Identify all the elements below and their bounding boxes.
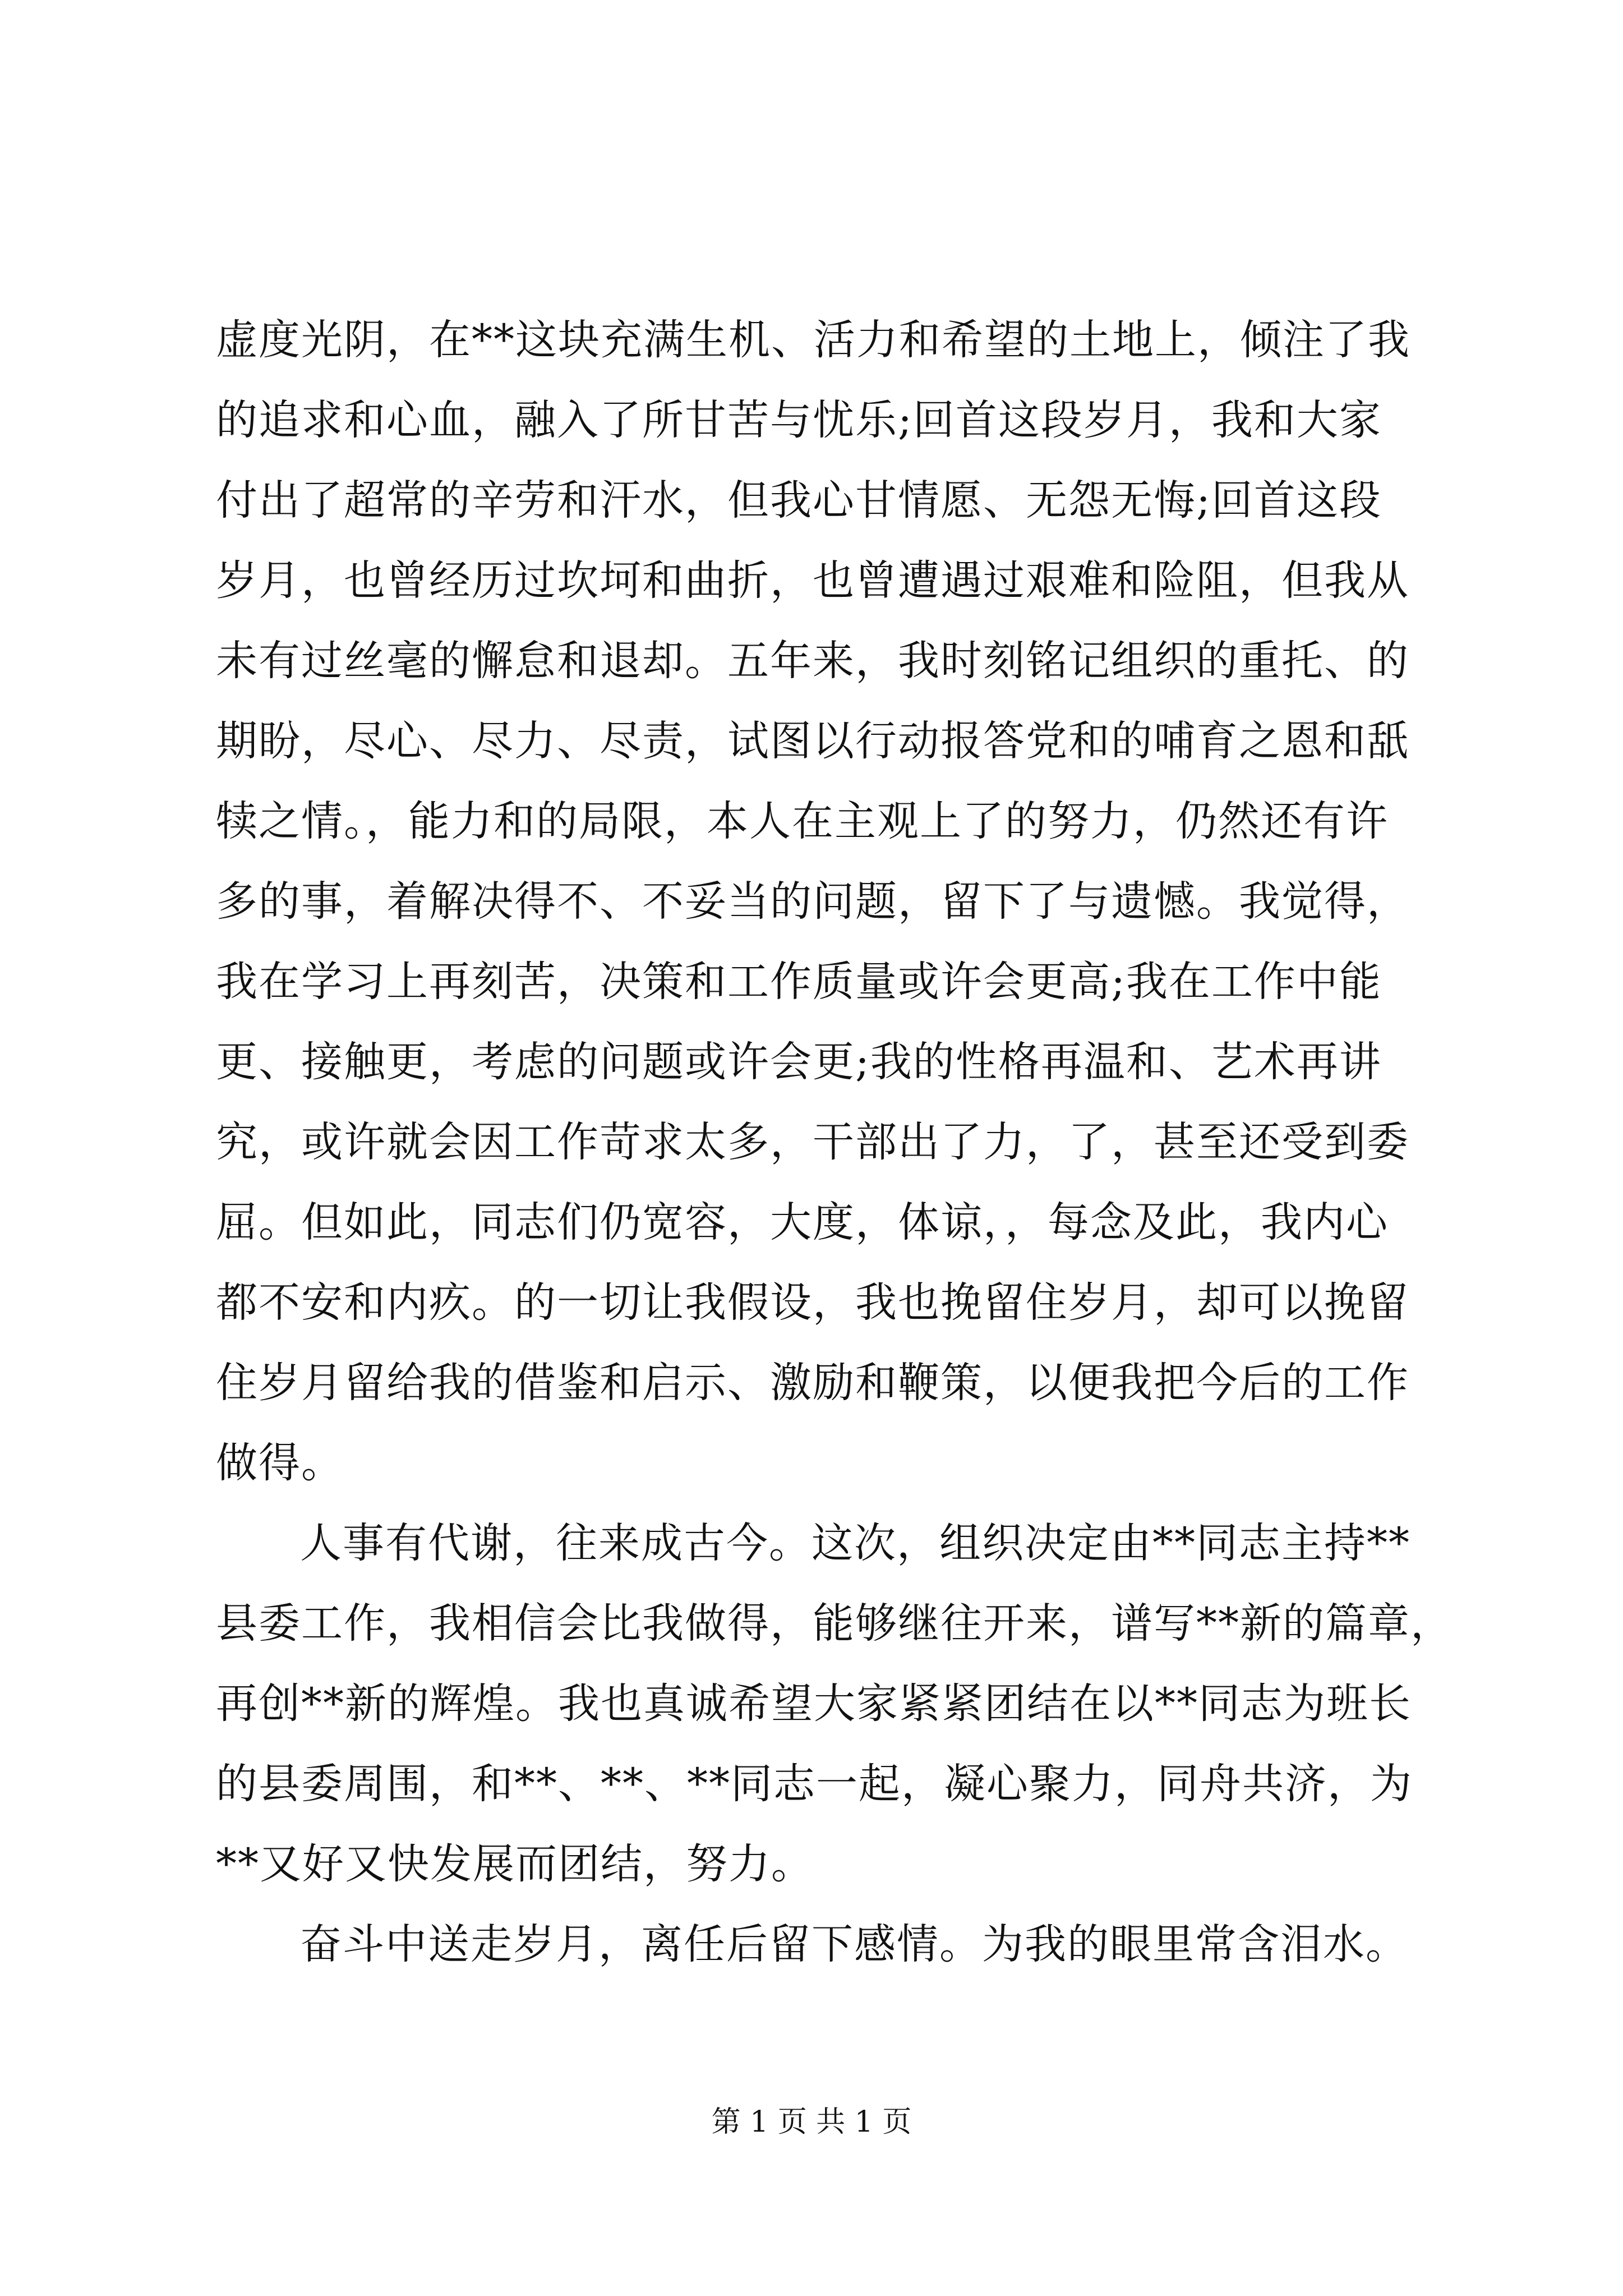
text-line: 犊之情。，能力和的局限，本人在主观上了的努力，仍然还有许 bbox=[216, 797, 1389, 845]
text-line: 更、接触更，考虑的问题或许会更;我的性格再温和、艺术再讲 bbox=[216, 1038, 1382, 1086]
text-line: 的县委周围，和**、**、**同志一起，凝心聚力，同舟共济，为 bbox=[216, 1760, 1413, 1808]
paragraph-1 bbox=[216, 300, 1419, 1503]
text-line: 住岁月留给我的借鉴和启示、激励和鞭策，以便我把今后的工作 bbox=[216, 1359, 1409, 1407]
text-line: 岁月，也曾经历过坎坷和曲折，也曾遭遇过艰难和险阻，但我从 bbox=[216, 556, 1409, 605]
text-line: **又好又快发展而团结，努力。 bbox=[216, 1840, 814, 1888]
text-line: 多的事，着解决得不、不妥当的问题，留下了与遗憾。我觉得， bbox=[216, 877, 1409, 926]
document-body bbox=[216, 300, 1453, 1985]
text-line: 都不安和内疚。的一切让我假设，我也挽留住岁月，却可以挽留 bbox=[216, 1278, 1409, 1327]
page-number-footer: 第 1 页 共 1 页 bbox=[711, 2105, 912, 2139]
text-line: 的追求和心血，融入了所甘苦与忧乐;回首这段岁月，我和大家 bbox=[216, 396, 1382, 444]
text-line: 屈。但如此，同志们仍宽容，大度，体谅，，每念及此，我内心 bbox=[216, 1198, 1389, 1246]
text-line: 奋斗中送走岁月，离任后留下感情。为我的眼里常含泪水。 bbox=[300, 1920, 1408, 1968]
text-line: 做得。 bbox=[216, 1439, 344, 1487]
text-line: 期盼，尽心、尽力、尽责，试图以行动报答党和的哺育之恩和舐 bbox=[216, 717, 1409, 765]
text-line: 付出了超常的辛劳和汗水，但我心甘情愿、无怨无悔;回首这段 bbox=[216, 476, 1382, 524]
text-line: 我在学习上再刻苦，决策和工作质量或许会更高;我在工作中能 bbox=[216, 958, 1382, 1006]
text-line: 人事有代谢，往来成古今。这次，组织决定由**同志主持** bbox=[300, 1519, 1410, 1567]
text-line: 究，或许就会因工作苛求太多，干部出了力，了，甚至还受到委 bbox=[216, 1118, 1409, 1166]
text-line: 未有过丝毫的懈怠和退却。五年来，我时刻铭记组织的重托、的 bbox=[216, 637, 1409, 685]
paragraph-3 bbox=[216, 1904, 1419, 1985]
text-line: 再创**新的辉煌。我也真诚希望大家紧紧团结在以**同志为班长 bbox=[216, 1680, 1412, 1728]
paragraph-2 bbox=[216, 1503, 1453, 1904]
text-line: 县委工作，我相信会比我做得，能够继往开来，谱写**新的篇章， bbox=[216, 1599, 1453, 1648]
text-line: 虚度光阴，在**这块充满生机、活力和希望的土地上，倾注了我 bbox=[216, 316, 1410, 364]
